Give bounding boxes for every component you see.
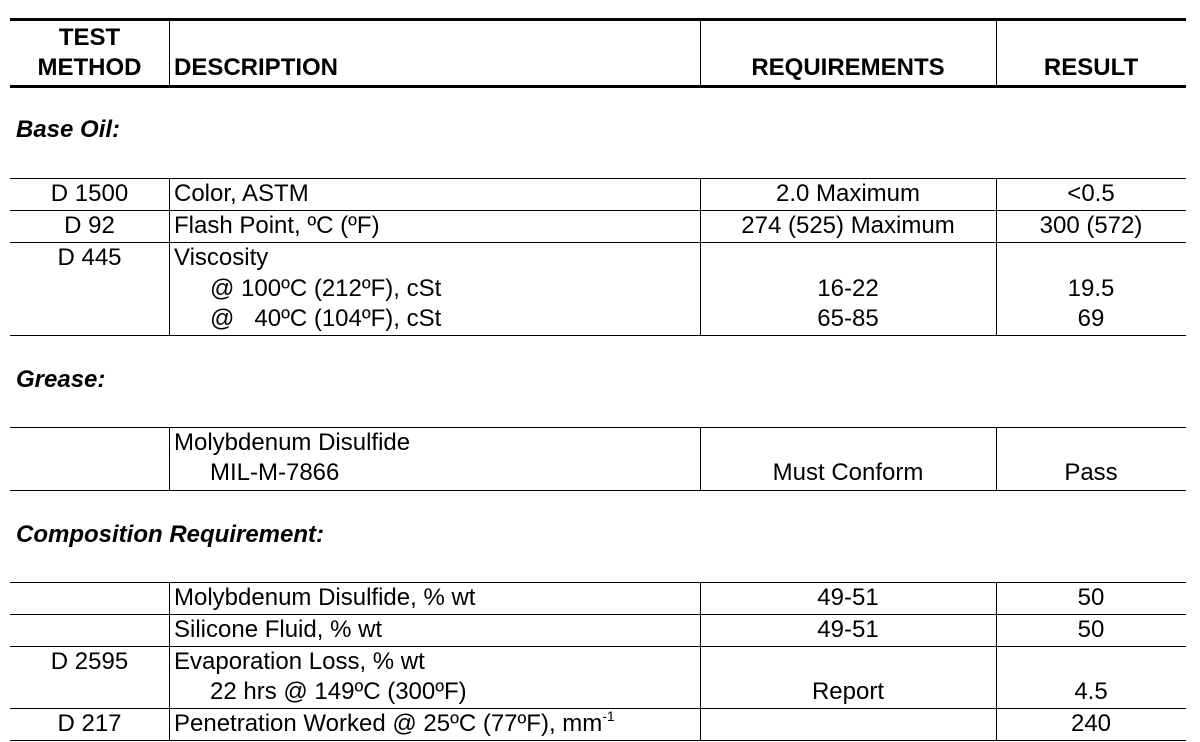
table-row-requirement: 65-85 [817, 305, 879, 332]
table-row-description: Flash Point, ºC (ºF) [174, 212, 380, 239]
table-row-result: 50 [1077, 584, 1105, 611]
table-row-requirement: 2.0 Maximum [775, 180, 921, 207]
composition-table [10, 582, 1186, 741]
table-row-requirement: Must Conform [772, 459, 924, 486]
base-oil-table [10, 178, 1186, 336]
table-row-description: Evaporation Loss, % wt [174, 648, 425, 675]
table-row-method: D 92 [64, 212, 115, 239]
table-row-result: Pass [1064, 459, 1118, 486]
section-title-grease: Grease: [16, 366, 106, 393]
header-result: RESULT [1043, 54, 1139, 81]
header-description: DESCRIPTION [174, 54, 339, 81]
table-row-requirement: 274 (525) Maximum [741, 212, 955, 239]
table-row-result: 19.5 [1067, 275, 1115, 302]
table-row-method: D 445 [57, 244, 122, 271]
table-row-requirement: 49-51 [817, 584, 879, 611]
column-divider [169, 583, 170, 740]
header-test-method-line2: METHOD [37, 54, 142, 81]
column-divider [169, 428, 170, 490]
column-divider [169, 179, 170, 335]
table-row-description [174, 709, 615, 739]
table-row-subdescription: MIL-M-7866 [210, 459, 340, 486]
section-title-base-oil: Base Oil: [16, 116, 121, 143]
table-row-description: Molybdenum Disulfide [174, 429, 411, 456]
description-text: Penetration Worked @ 25ºC (77ºF), mm [174, 710, 603, 737]
table-row-description: Molybdenum Disulfide, % wt [174, 584, 476, 611]
table-row-requirement: 16-22 [817, 275, 879, 302]
table-row-method: D 1500 [50, 180, 129, 207]
table-row-result: 240 [1070, 710, 1112, 737]
table-row-result: <0.5 [1067, 180, 1115, 207]
table-row-description: Silicone Fluid, % wt [174, 616, 383, 643]
grease-table [10, 427, 1186, 491]
table-row-result: 4.5 [1074, 678, 1108, 705]
table-row-subdescription: @ 100ºC (212ºF), cSt [210, 275, 442, 302]
section-title-composition: Composition Requirement: [16, 521, 325, 548]
header-test-method [10, 23, 169, 83]
column-divider [169, 21, 170, 85]
table-row-result: 300 (572) [1039, 212, 1143, 239]
table-row-result: 69 [1077, 305, 1105, 332]
table-row-method: D 217 [57, 710, 122, 737]
header-test-method-line1: TEST [58, 24, 121, 51]
superscript: -1 [602, 708, 615, 724]
table-row-description: Viscosity [174, 244, 269, 271]
table-row-result: 50 [1077, 616, 1105, 643]
table-row-subdescription: 22 hrs @ 149ºC (300ºF) [210, 678, 467, 705]
table-row-subdescription: @ 40ºC (104ºF), cSt [210, 305, 442, 332]
table-row-method: D 2595 [50, 648, 129, 675]
header-requirements: REQUIREMENTS [751, 54, 945, 81]
table-row-description: Color, ASTM [174, 180, 309, 207]
table-row-requirement: 49-51 [817, 616, 879, 643]
table-row-requirement: Report [811, 678, 885, 705]
table-header [10, 18, 1186, 88]
